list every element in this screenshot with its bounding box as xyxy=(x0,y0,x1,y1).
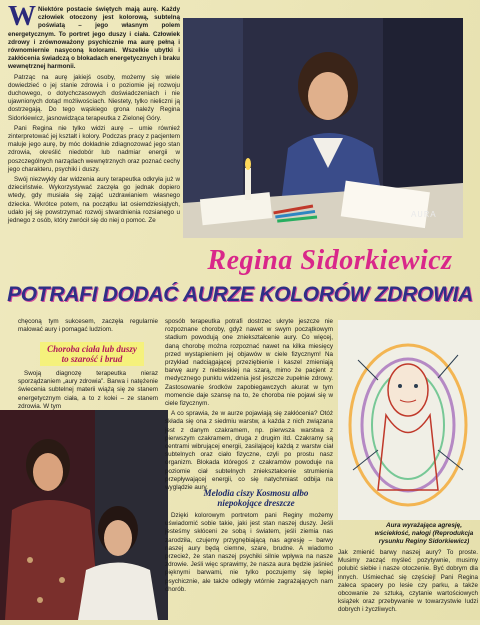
intro-column xyxy=(8,1,180,238)
portrait-photo-illustration xyxy=(183,18,463,238)
subheading-2-box xyxy=(200,486,312,510)
column-3-text: Jak zmienić barwy naszej aury? To proste. Musimy zacząć myśleć pozytywnie, musimy polubić siebie i nasze otoczenie. Być dobrym dla innych. Uśmiechać się częściej! Pani Regina zaleca spacery po lesie czy parku, a także obcowanie ze sztuką, czytanie wartościowych książek oraz przebywanie w towarzystwie ludzi dobrych i życzliwych. xyxy=(338,549,478,614)
column-2-paragraph-2: A co sprawia, że w aurze pojawiają się zakłócenia? Otóż składa się ona z siedmiu warstw, a każda z nich związana jest z danym czakramem, np. pierwsza warstwa z pierwszym czakramem, druga z drugim itd. Czakramy są centrami wibrującej energii, zasilającej każdą z warstw ciał subtelnych oraz ciało fizyczne, czyli po prostu nasz organizm. Blokada któregoś z czakramów powoduje na poziomie ciał subtelnych zniekształcenie strumienia przepływającej energii, co się natychmiast odbija na wyglądzie aury. xyxy=(165,410,333,492)
intro-paragraph-1: Niektóre postacie świętych mają aurę. Każdy człowiek otoczony jest kolorową, subtelną poświatą – jego własnym polem energetycznym. To portret jego duszy i ciała. Człowiek zdrowy i zrównoważony psychicznie ma aurę pełną i równomiernie nasyconą kolorami. Wszelkie ubytki i zakłócenia świadczą o blokadach energetycznych i braku wewnętrznej harmonii. xyxy=(8,6,180,71)
column-2-text-3: Dzięki kolorowym portretom pani Reginy możemy uświadomić sobie takie, jaki jest stan naszej duszy. Jeśli jesteśmy skłóceni ze sobą i światem, jeśli ziemia nas zarodziła, czujemy przygnębiającą nas agresję – barwy naszej aury będą ciemne, szare, brudne. A wiadomo przecież, że stan naszej psychiki silnie wpływa na nasze zdrowie. Jeśli więc sprawimy, że nasza aura będzie jaśnieć pięknymi barwami, nie tylko poczujemy się lepiej psychicznie, ale także odległy wtórnie zagrażających nam chorób. xyxy=(165,512,333,593)
aura-caption: Aura wyrażająca agresję, wściekłość, nałogi (Reprodukcja rysunku Reginy Sidorkiewicz) xyxy=(374,522,474,545)
aura-drawing xyxy=(338,320,480,520)
column-1-text: chęconą tym sukcesem, zaczęła regularnie malować aury i pomagać ludziom. xyxy=(18,318,158,334)
portrait-photo xyxy=(183,18,463,238)
column-2 xyxy=(165,318,333,492)
person-name: Regina Sidorkiewicz xyxy=(207,245,453,276)
column-3 xyxy=(338,549,478,620)
subheading-1-box xyxy=(40,342,144,366)
aura-drawing-illustration xyxy=(338,320,480,520)
two-women-photo xyxy=(0,410,168,620)
subheading-1: Choroba ciała lub duszy to szarość i brud xyxy=(47,344,137,364)
intro-paragraph-3: Pani Regina nie tylko widzi aurę – umie również zinterpretować jej kształt i kolory. Podczas pracy z pacjentem maluje jego aurę, by móc dokładnie zdiagnozować jego stan zdrowia, określić niedobór lub nadmiar energii w poszczególnych narządach wewnętrznych oraz poznać cechy jego charakteru, psychiki i duszy. xyxy=(8,124,180,173)
column-1-text-2: Swoją diagnozę terapeutka nieraz sporządzaniem „aury zdrowia”. Barwa i natężenie świecenia subtelnej materii wiążą się ze stanem energetycznym ciała, a to z kolei – ze stanem zdrowia. W tym xyxy=(18,370,158,410)
column-2-paragraph-1: sposób terapeutka potrafi dostrzec ukryte jeszcze nie rozpoznane choroby, gdyż nawet w swym początkowym stadium powodują one zniekształcenie aury. Co więcej, daną chorobę można rozpoznać nawet na kilka miesięcy przed wystąpieniem jej objawów w ciele fizycznym! Na przykład nadciągającej przeziębienie i kaszel zmieniają barwę aury z niebieskiej na szarą, mimo że pacjent z medycznego punktu widzenia jest jeszcze zupełnie zdrowy. Zastosowanie środków zapobiegawczych akurat w tym momencie daje szansę na to, że choroba nie pojawi się w ciele fizycznym. xyxy=(165,318,333,408)
drop-cap: W xyxy=(8,1,36,32)
intro-paragraph-4: Swój niezwykły dar widzenia aury terapeutka odkryła już w dzieciństwie. Wykorzystywać zaczęła go jednak dopiero wtedy, gdy musiała się zająć uzdrawianiem własnego dziecka. Wkrótce potem, na początku lat osiemdziesiątych, udało jej się powstrzymać rozwój stwardnienia rozsianego u jednego z osób, który zwrócił się do niej o pomoc. Ze xyxy=(8,176,180,225)
subheading-2: Melodia ciszy Kosmosu albo niepokojące dreszcze xyxy=(203,488,309,508)
article-headline: POTRAFI DODAĆ AURZE KOLORÓW ZDROWIA xyxy=(7,283,473,306)
intro-paragraph-2: Patrząc na aurę jakiejś osoby, możemy się wiele dowiedzieć o jej stanie zdrowia i o poziomie jej rozwoju duchowego, o dotychczasowych doświadczeniach i nie ujawnionych dotąd możliwościach. Niestety, tylko nieliczni ją dostrzegają. Do tego wąskiego grona należy Regina Sidorkiewicz, jasnowidząca terapeutka z Zielonej Góry. xyxy=(8,73,180,122)
two-women-illustration xyxy=(0,410,168,620)
column-1-continued xyxy=(18,370,158,410)
column-2-continued xyxy=(165,512,333,616)
aura-photo-label: AURA xyxy=(411,210,437,220)
